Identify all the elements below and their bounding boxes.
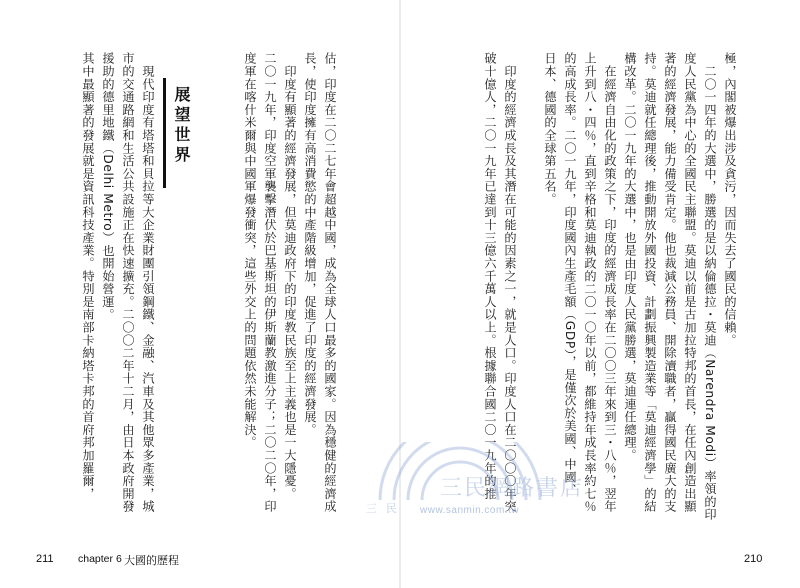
right-col-1: 破十億人，二〇一九年已達到十三億六千萬人以上。根據聯合國二〇一九年的推 xyxy=(483,52,497,500)
left-col-7: 度軍在喀什米爾與中國軍爆發衝突，這些外交上的問題依然未能解決。 xyxy=(243,52,257,449)
section-heading: 展望世界 xyxy=(172,86,191,166)
right-col-12: 極，內閣被爆出涉及貪污，因而失去了國民的信賴。 xyxy=(723,52,737,347)
right-col-3: 日本、德國的全球第五名。 xyxy=(543,52,557,206)
right-page-number: 210 xyxy=(744,553,763,565)
left-page-number: 211 xyxy=(36,553,54,565)
left-col-9: 印度有顯著的經濟發展，但莫迪政府下的印度教民族至上主義也是一大隱憂。 xyxy=(283,52,297,500)
right-col-6: 在經濟自由化的政策之下，印度的經濟成長率在二〇〇三年來到三・八％，翌年 xyxy=(603,52,617,513)
chapter-label: chapter 6 xyxy=(78,553,122,565)
right-col-7: 構改革。二〇一九年的大選中，也是由印度人民黨勝選，莫迪連任總理。 xyxy=(623,52,637,462)
watermark-name: 三民網路書店 xyxy=(440,476,585,501)
right-col-9: 著的經濟發展，能力備受肯定。他也裁減公務員、開除瀆職者，贏得國民廣大的支 xyxy=(663,52,677,513)
right-col-8: 持。莫迪就任總理後，推動開放外國投資、計劃振興製造業等「莫迪經濟學」的結 xyxy=(643,52,657,513)
left-col-2: 援助的德里地鐵（Delhi Metro）也開始營運。 xyxy=(101,52,115,321)
left-col-11: 估，印度在二〇二七年會超越中國，成為全球人口最多的國家。因為穩健的經濟成 xyxy=(323,52,337,513)
watermark-url: www.sanmin.com.tw xyxy=(420,505,520,516)
left-col-1: 其中最顯著的發展就是資訊科技產業。特別是南部卡納塔卡邦的首府邦加羅爾， xyxy=(81,52,95,500)
right-col-4: 的高成長率。二〇一九年，印度國內生產毛額（GDP），是僅次於美國、中國、 xyxy=(563,52,577,497)
watermark-small-1: 三 xyxy=(366,502,377,515)
right-col-5: 上升到八・四％，直到辛格和莫迪執政的二〇一〇年以前，都維持年成長率約七％ xyxy=(583,52,597,513)
right-col-2: 印度的經濟成長及其潛在可能的因素之一，就是人口。印度人口在二〇〇〇年突 xyxy=(503,52,517,513)
watermark-small-2: 民 xyxy=(386,502,397,515)
right-col-10: 度人民黨為中心的全國民主聯盟。莫迪以前是古加拉特邦的首長，在任內創造出顯 xyxy=(683,52,697,513)
left-col-4: 現代印度有塔塔和貝拉等大企業財團引領鋼鐵、金融、汽車及其他眾多產業，城 xyxy=(141,52,155,513)
chapter-title: 大國的歷程 xyxy=(124,554,179,567)
right-col-11: 二〇一四年的大選中，勝選的是以納倫德拉・莫迪（Narendra Modi）率領的印 xyxy=(703,52,717,521)
left-col-10: 長，使印度擁有高消費慾的中產階級增加，促進了印度的經濟發展。 xyxy=(303,52,317,436)
left-col-3: 市的交通路網和生活公共設施正在快速擴充。二〇〇二年十二月，由日本政府開發 xyxy=(121,52,135,513)
left-col-8: 二〇一九年，印度空軍襲擊潛伏於巴基斯坦的伊斯蘭教激進分子；二〇二〇年，印 xyxy=(263,52,277,513)
